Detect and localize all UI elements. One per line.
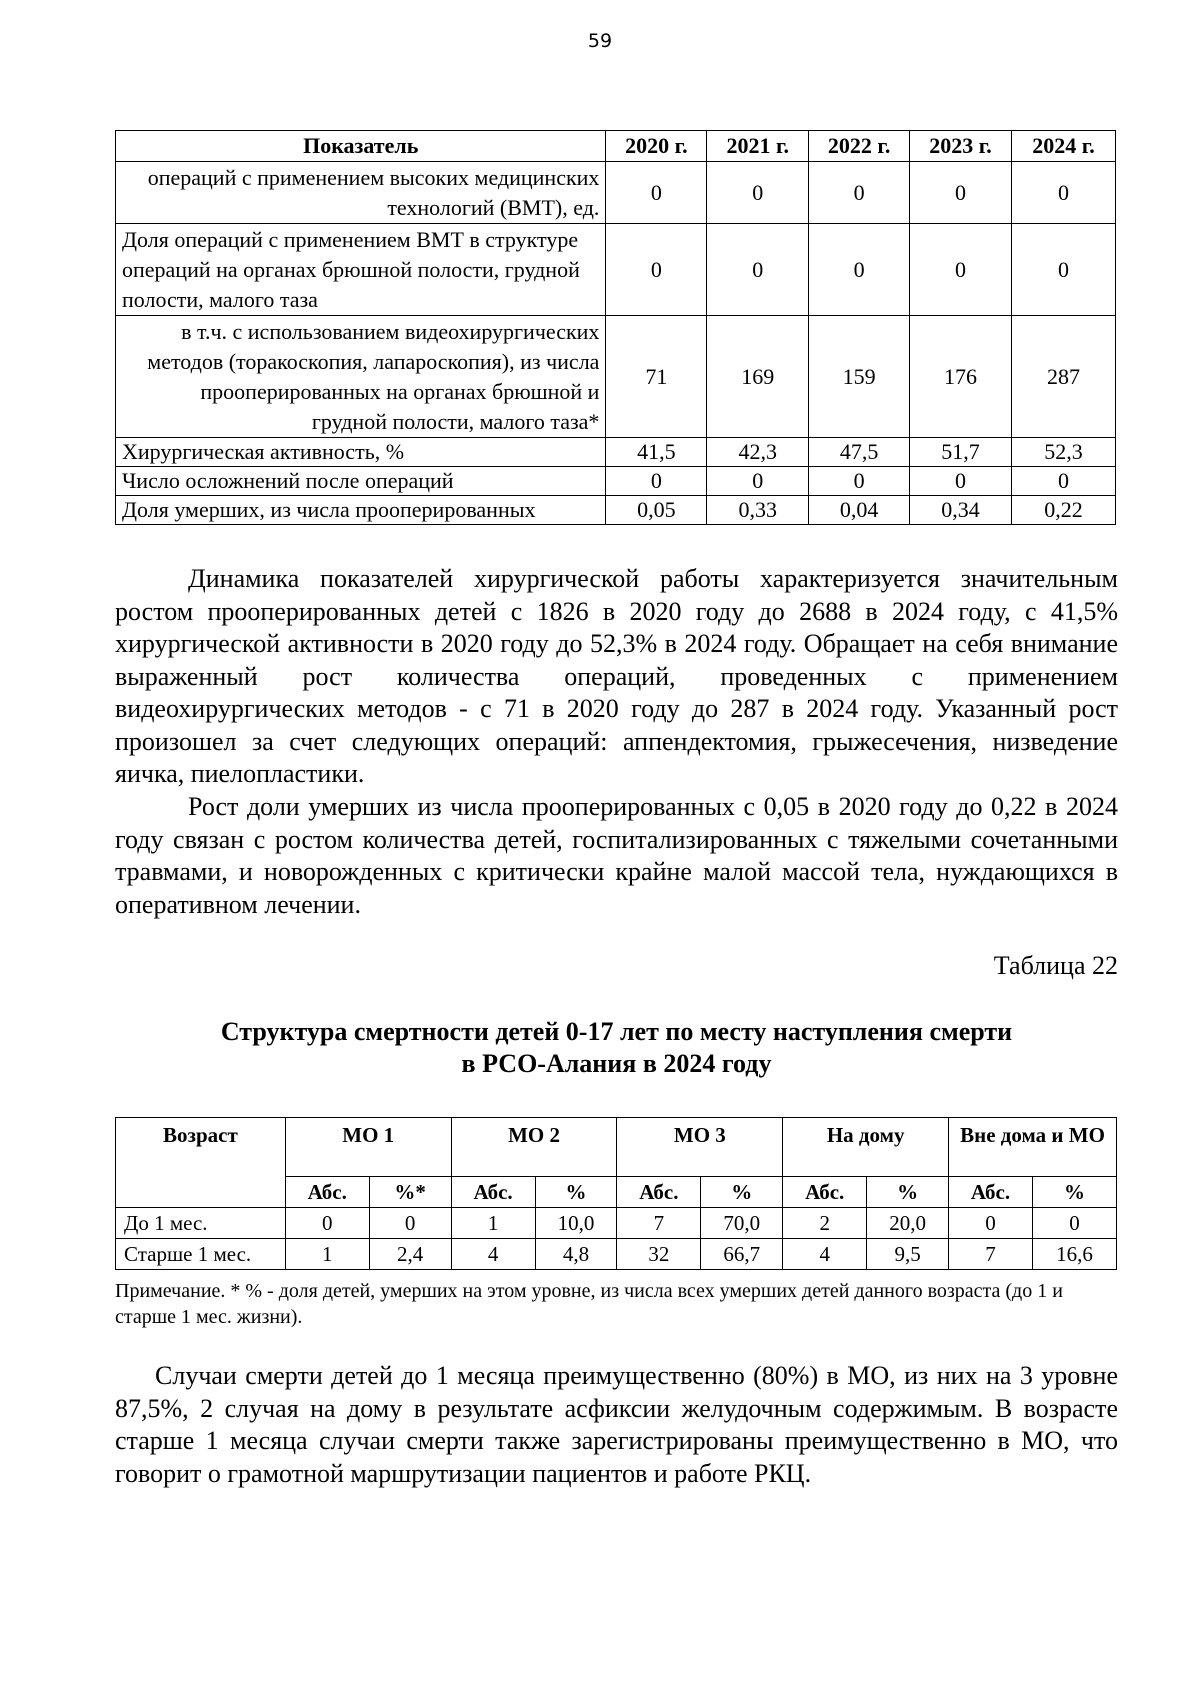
cell-value: 41,5: [606, 438, 707, 467]
cell-value: 0,33: [707, 496, 809, 525]
column-header-year: 2022 г.: [809, 131, 910, 162]
table-row: [116, 224, 1116, 316]
cell-value: 0,05: [606, 496, 707, 525]
column-sub-header: %: [1032, 1177, 1116, 1208]
row-label: в т.ч. с использованием видеохирургических методов (торакоскопия, лапароскопия), из числа прооперированных на органах брюшной и грудной полости, малого таза*: [116, 316, 606, 438]
paragraph-mortality-cases: Случаи смерти детей до 1 месяца преимущественно (80%) в МО, из них на 3 уровне 87,5%, 2 случая на дому в результате асфиксии желудочным содержимым. В возрасте старше 1 месяца случаи смерти также зарегистрированы преимущественно в МО, что говорит о грамотной маршрутизации пациентов и работе РКЦ.: [115, 1361, 1118, 1488]
cell-value: 7: [949, 1239, 1033, 1270]
cell-value: 42,3: [707, 438, 809, 467]
cell-value: 0: [809, 467, 910, 496]
column-header-year: 2023 г.: [910, 131, 1012, 162]
cell-value: 51,7: [910, 438, 1012, 467]
column-group-header: МО 3: [617, 1118, 783, 1177]
table-row: [116, 1239, 1117, 1270]
cell-value: 20,0: [867, 1208, 949, 1239]
cell-value: 169: [707, 316, 809, 438]
table-header-row: [116, 131, 1116, 162]
cell-value: 2,4: [369, 1239, 451, 1270]
column-sub-header: Абс.: [451, 1177, 535, 1208]
column-header-year: 2020 г.: [606, 131, 707, 162]
cell-value: 10,0: [535, 1208, 617, 1239]
cell-value: 0,04: [809, 496, 910, 525]
cell-value: 0: [1032, 1208, 1116, 1239]
row-label: До 1 мес.: [116, 1208, 286, 1239]
table-title-line: в РСО-Алания в 2024 году: [461, 1049, 772, 1078]
column-sub-header: Абс.: [285, 1177, 369, 1208]
cell-value: 0: [707, 224, 809, 316]
cell-value: 0: [910, 224, 1012, 316]
surgery-indicators-table: [115, 130, 1116, 525]
mortality-structure-table: [115, 1117, 1117, 1270]
table-row: [116, 496, 1116, 525]
cell-value: 71: [606, 316, 707, 438]
cell-value: 176: [910, 316, 1012, 438]
cell-value: 0,34: [910, 496, 1012, 525]
cell-value: 159: [809, 316, 910, 438]
row-label: Старше 1 мес.: [116, 1239, 286, 1270]
column-header-year: 2021 г.: [707, 131, 809, 162]
cell-value: 0: [606, 162, 707, 224]
column-sub-header: %*: [369, 1177, 451, 1208]
cell-value: 66,7: [701, 1239, 783, 1270]
page-number: 59: [587, 30, 613, 52]
cell-value: 0: [910, 162, 1012, 224]
cell-value: 70,0: [701, 1208, 783, 1239]
table-row: [116, 438, 1116, 467]
cell-value: 0: [606, 467, 707, 496]
row-label: Число осложнений после операций: [116, 467, 606, 496]
table-note: Примечание. * % - доля детей, умерших на этом уровне, из числа всех умерших детей данного возраста (до 1 и старше 1 мес. жизни).: [115, 1280, 1063, 1328]
cell-value: 7: [617, 1208, 701, 1239]
cell-value: 0: [1011, 467, 1115, 496]
cell-value: 0: [910, 467, 1012, 496]
cell-value: 0: [285, 1208, 369, 1239]
column-sub-header: Абс.: [949, 1177, 1033, 1208]
column-header-age: Возраст: [116, 1118, 286, 1208]
row-label: операций с применением высоких медицинских технологий (ВМТ), ед.: [116, 162, 606, 224]
cell-value: 0: [606, 224, 707, 316]
cell-value: 1: [285, 1239, 369, 1270]
column-sub-header: Абс.: [783, 1177, 867, 1208]
table-title: [115, 1016, 1118, 1080]
paragraph-mortality-growth: Рост доли умерших из числа прооперированных с 0,05 в 2020 году до 0,22 в 2024 году связан с ростом количества детей, госпитализированных с тяжелыми сочетанными травмами, и новорожденных с критически крайне малой массой тела, нуждающихся в оперативном лечении.: [115, 792, 1118, 919]
cell-value: 0: [949, 1208, 1033, 1239]
table-row: [116, 467, 1116, 496]
cell-value: 287: [1011, 316, 1115, 438]
cell-value: 32: [617, 1239, 701, 1270]
cell-value: 0: [707, 162, 809, 224]
paragraph-surgery-dynamics: Динамика показателей хирургической работы характеризуется значительным ростом прооперированных детей с 1826 в 2020 году до 2688 в 2024 году, с 41,5% хирургической активности в 2020 году до 52,3% в 2024 году. Обращает на себя внимание выраженный рост количества операций, проведенных с применением видеохирургических методов - с 71 в 2020 году до 287 в 2024 году. Указанный рост произошел за счет следующих операций: аппендектомия, грыжесечения, низведение яичка, пиелопластики.: [115, 564, 1118, 788]
cell-value: 9,5: [867, 1239, 949, 1270]
row-label: Доля операций с применением ВМТ в структуре операций на органах брюшной полости, грудной полости, малого таза: [116, 224, 606, 316]
cell-value: 0,22: [1011, 496, 1115, 525]
column-sub-header: Абс.: [617, 1177, 701, 1208]
table-title-line: Структура смертности детей 0-17 лет по месту наступления смерти: [220, 1017, 1013, 1046]
cell-value: 0: [369, 1208, 451, 1239]
column-sub-header: %: [535, 1177, 617, 1208]
column-group-header: МО 1: [285, 1118, 451, 1177]
column-group-header: Вне дома и МО: [949, 1118, 1117, 1177]
cell-value: 0: [809, 162, 910, 224]
table-row: [116, 316, 1116, 438]
column-sub-header: %: [867, 1177, 949, 1208]
cell-value: 4: [783, 1239, 867, 1270]
cell-value: 0: [1011, 162, 1115, 224]
table-caption: Таблица 22: [993, 951, 1118, 980]
column-group-header: МО 2: [451, 1118, 617, 1177]
column-group-header: На дому: [783, 1118, 949, 1177]
column-header-indicator: Показатель: [116, 131, 606, 162]
cell-value: 2: [783, 1208, 867, 1239]
table-row: [116, 1208, 1117, 1239]
cell-value: 16,6: [1032, 1239, 1116, 1270]
cell-value: 52,3: [1011, 438, 1115, 467]
cell-value: 47,5: [809, 438, 910, 467]
column-header-year: 2024 г.: [1011, 131, 1115, 162]
row-label: Хирургическая активность, %: [116, 438, 606, 467]
cell-value: 0: [707, 467, 809, 496]
column-sub-header: %: [701, 1177, 783, 1208]
cell-value: 4,8: [535, 1239, 617, 1270]
cell-value: 4: [451, 1239, 535, 1270]
cell-value: 1: [451, 1208, 535, 1239]
row-label: Доля умерших, из числа прооперированных: [116, 496, 606, 525]
cell-value: 0: [809, 224, 910, 316]
cell-value: 0: [1011, 224, 1115, 316]
table-group-header-row: [116, 1118, 1117, 1177]
table-row: [116, 162, 1116, 224]
